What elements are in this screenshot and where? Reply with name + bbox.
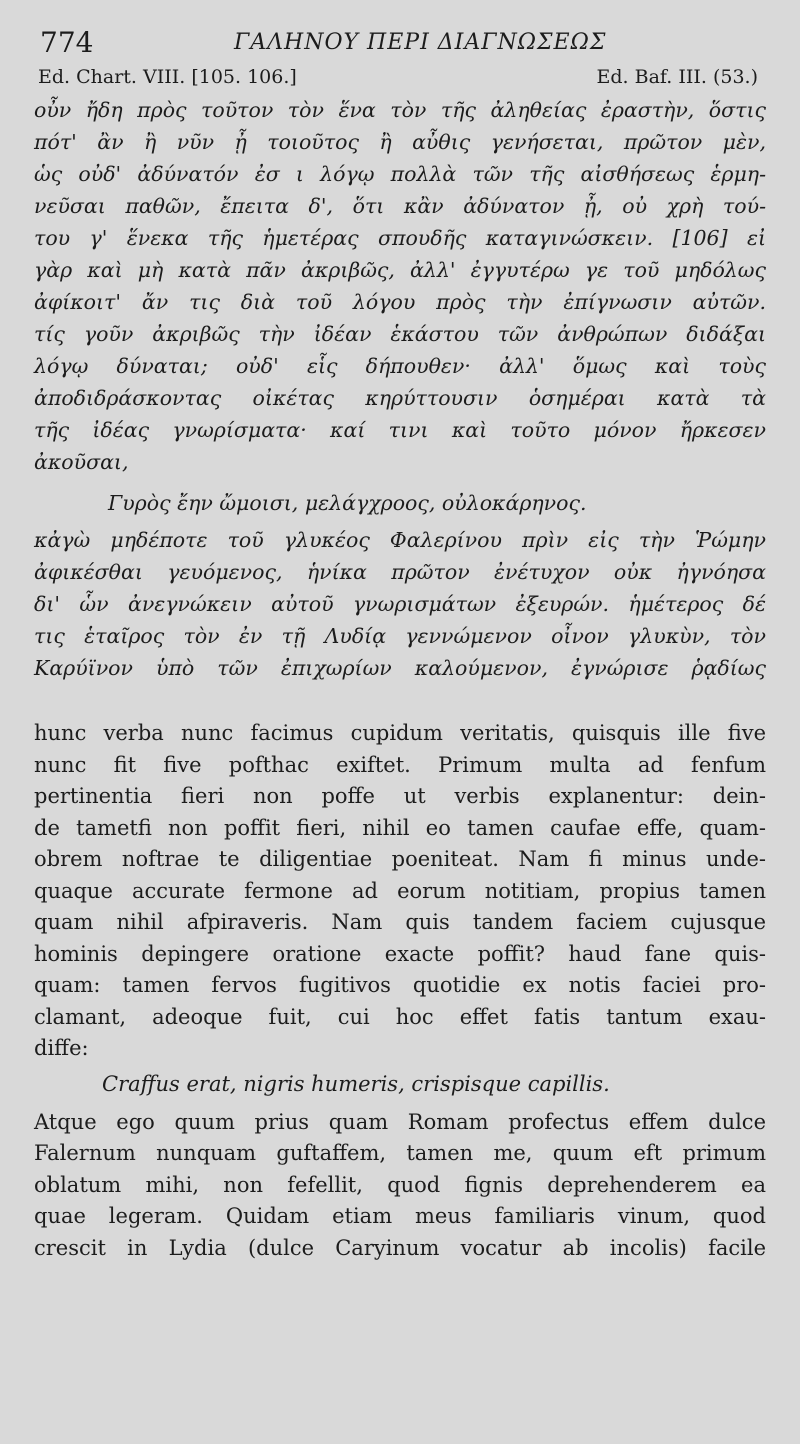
latin-line: crescit in Lydia (dulce Caryinum vocatur ab incolis) facile — [34, 1235, 766, 1260]
latin-line: nunc fit five pofthac exiftet. Primum multa ad fenfum — [34, 752, 766, 777]
greek-paragraph-1 — [34, 94, 766, 478]
greek-paragraph-2 — [34, 524, 766, 684]
latin-line: hominis depingere oratione exacte poffit? haud fane quis- — [34, 941, 766, 966]
greek-line: του γ' ἕνεκα τῆς ἡμετέρας σπουδῆς καταγινώσκειν. [106] εἰ — [34, 226, 766, 250]
greek-line: τῆς ἰδέας γνωρίσματα· καί τινι καὶ τοῦτο μόνον ἤρκεσεν — [34, 418, 766, 442]
latin-line: quam nihil afpiraveris. Nam quis tandem faciem cujusque — [34, 910, 766, 934]
page-number: 774 — [40, 26, 94, 59]
latin-line: quaque accurate fermone ad eorum notitiam, propius tamen — [34, 878, 766, 903]
edition-reference-chart: Ed. Chart. VIII. [105. 106.] — [38, 66, 297, 88]
greek-line: ἀποδιδράσκοντας οἰκέτας κηρύττουσιν ὁσημέραι κατὰ τὰ — [34, 386, 766, 410]
latin-line: clamant, adeoque fuit, cui hoc effet fatis tantum exau- — [34, 1004, 766, 1029]
latin-line: obrem noftrae te diligentiae poeniteat. Nam fi minus unde- — [34, 847, 766, 871]
latin-line: oblatum mihi, non fefellit, quod fignis deprehenderem ea — [34, 1172, 766, 1197]
greek-line: τίς γοῦν ἀκριβῶς τὴν ἰδέαν ἑκάστου τῶν ἀνθρώπων διδάξαι — [34, 322, 766, 346]
greek-line: κἀγὼ μηδέποτε τοῦ γλυκέος Φαλερίνου πρὶν εἰς τὴν Ῥώμην — [34, 528, 766, 552]
latin-paragraph-1 — [34, 718, 766, 1065]
edition-reference-basel: Ed. Baf. III. (53.) — [596, 66, 758, 88]
greek-line: ἀκοῦσαι, — [34, 450, 129, 474]
greek-line: Καρύϊνον ὑπὸ τῶν ἐπιχωρίων καλούμενον, ἐγνώρισε ῥᾳδίως — [34, 656, 766, 680]
latin-line: pertinentia fieri non poffe ut verbis explanentur: dein- — [34, 784, 766, 808]
page-header — [34, 26, 766, 64]
latin-line: quam: tamen fervos fugitivos quotidie ex notis faciei pro- — [34, 973, 766, 997]
latin-line: hunc verba nunc facimus cupidum veritatis, quisquis ille five — [34, 721, 766, 745]
latin-line: quae legeram. Quidam etiam meus familiaris vinum, quod — [34, 1204, 766, 1228]
latin-paragraph-2 — [34, 1107, 766, 1265]
running-title: ΓΑΛΗΝΟΥ ΠΕΡΙ ΔΙΑΓΝΩΣΕΩΣ — [234, 30, 607, 55]
greek-line: ὡς οὐδ' ἀδύνατόν ἐσ ι λόγῳ πολλὰ τῶν τῆς αἰσθήσεως ἑρμη- — [34, 162, 766, 186]
latin-verse-quotation: Craffus erat, nigris humeris, crispisque capillis. — [102, 1071, 610, 1096]
greek-verse-quotation: Γυρὸς ἔην ὤμοισι, μελάγχροος, οὐλοκάρηνος. — [108, 491, 587, 515]
latin-line: Falernum nunquam guftaffem, tamen me, quum eft primum — [34, 1141, 766, 1165]
greek-line: ἀφίκοιτ' ἄν τις διὰ τοῦ λόγου πρὸς τὴν ἐπίγνωσιν αὐτῶν. — [34, 290, 766, 314]
column-separator — [34, 684, 766, 718]
greek-line: οὖν ἤδη πρὸς τοῦτον τὸν ἕνα τὸν τῆς ἀληθείας ἐραστὴν, ὅστις — [34, 98, 766, 122]
latin-line: Atque ego quum prius quam Romam profectus effem dulce — [34, 1109, 766, 1134]
latin-line: de tametfi non poffit fieri, nihil eo tamen caufae effe, quam- — [34, 815, 766, 840]
greek-line: τις ἑταῖρος τὸν ἐν τῇ Λυδίᾳ γεννώμενον οἶνον γλυκὺν, τὸν — [34, 624, 766, 648]
latin-line: diffe: — [34, 1036, 89, 1060]
greek-line: δι' ὧν ἀνεγνώκειν αὐτοῦ γνωρισμάτων ἐξευρών. ἡμέτερος δέ — [34, 592, 766, 616]
greek-line: πότ' ἂν ἢ νῦν ᾖ τοιοῦτος ἢ αὖθις γενήσεται, πρῶτον μὲν, — [34, 130, 766, 154]
greek-line: γὰρ καὶ μὴ κατὰ πᾶν ἀκριβῶς, ἀλλ' ἐγγυτέρω γε τοῦ μηδόλως — [34, 258, 766, 282]
greek-line: ἀφικέσθαι γευόμενος, ἡνίκα πρῶτον ἐνέτυχον οὐκ ἠγνόησα — [34, 560, 766, 584]
edition-references — [34, 64, 766, 94]
greek-line: λόγῳ δύναται; οὐδ' εἷς δήπουθεν· ἀλλ' ὅμως καὶ τοὺς — [34, 354, 766, 378]
greek-line: νεῦσαι παθῶν, ἔπειτα δ', ὅτι κἂν ἀδύνατον ᾖ, οὐ χρὴ τού- — [34, 194, 766, 218]
